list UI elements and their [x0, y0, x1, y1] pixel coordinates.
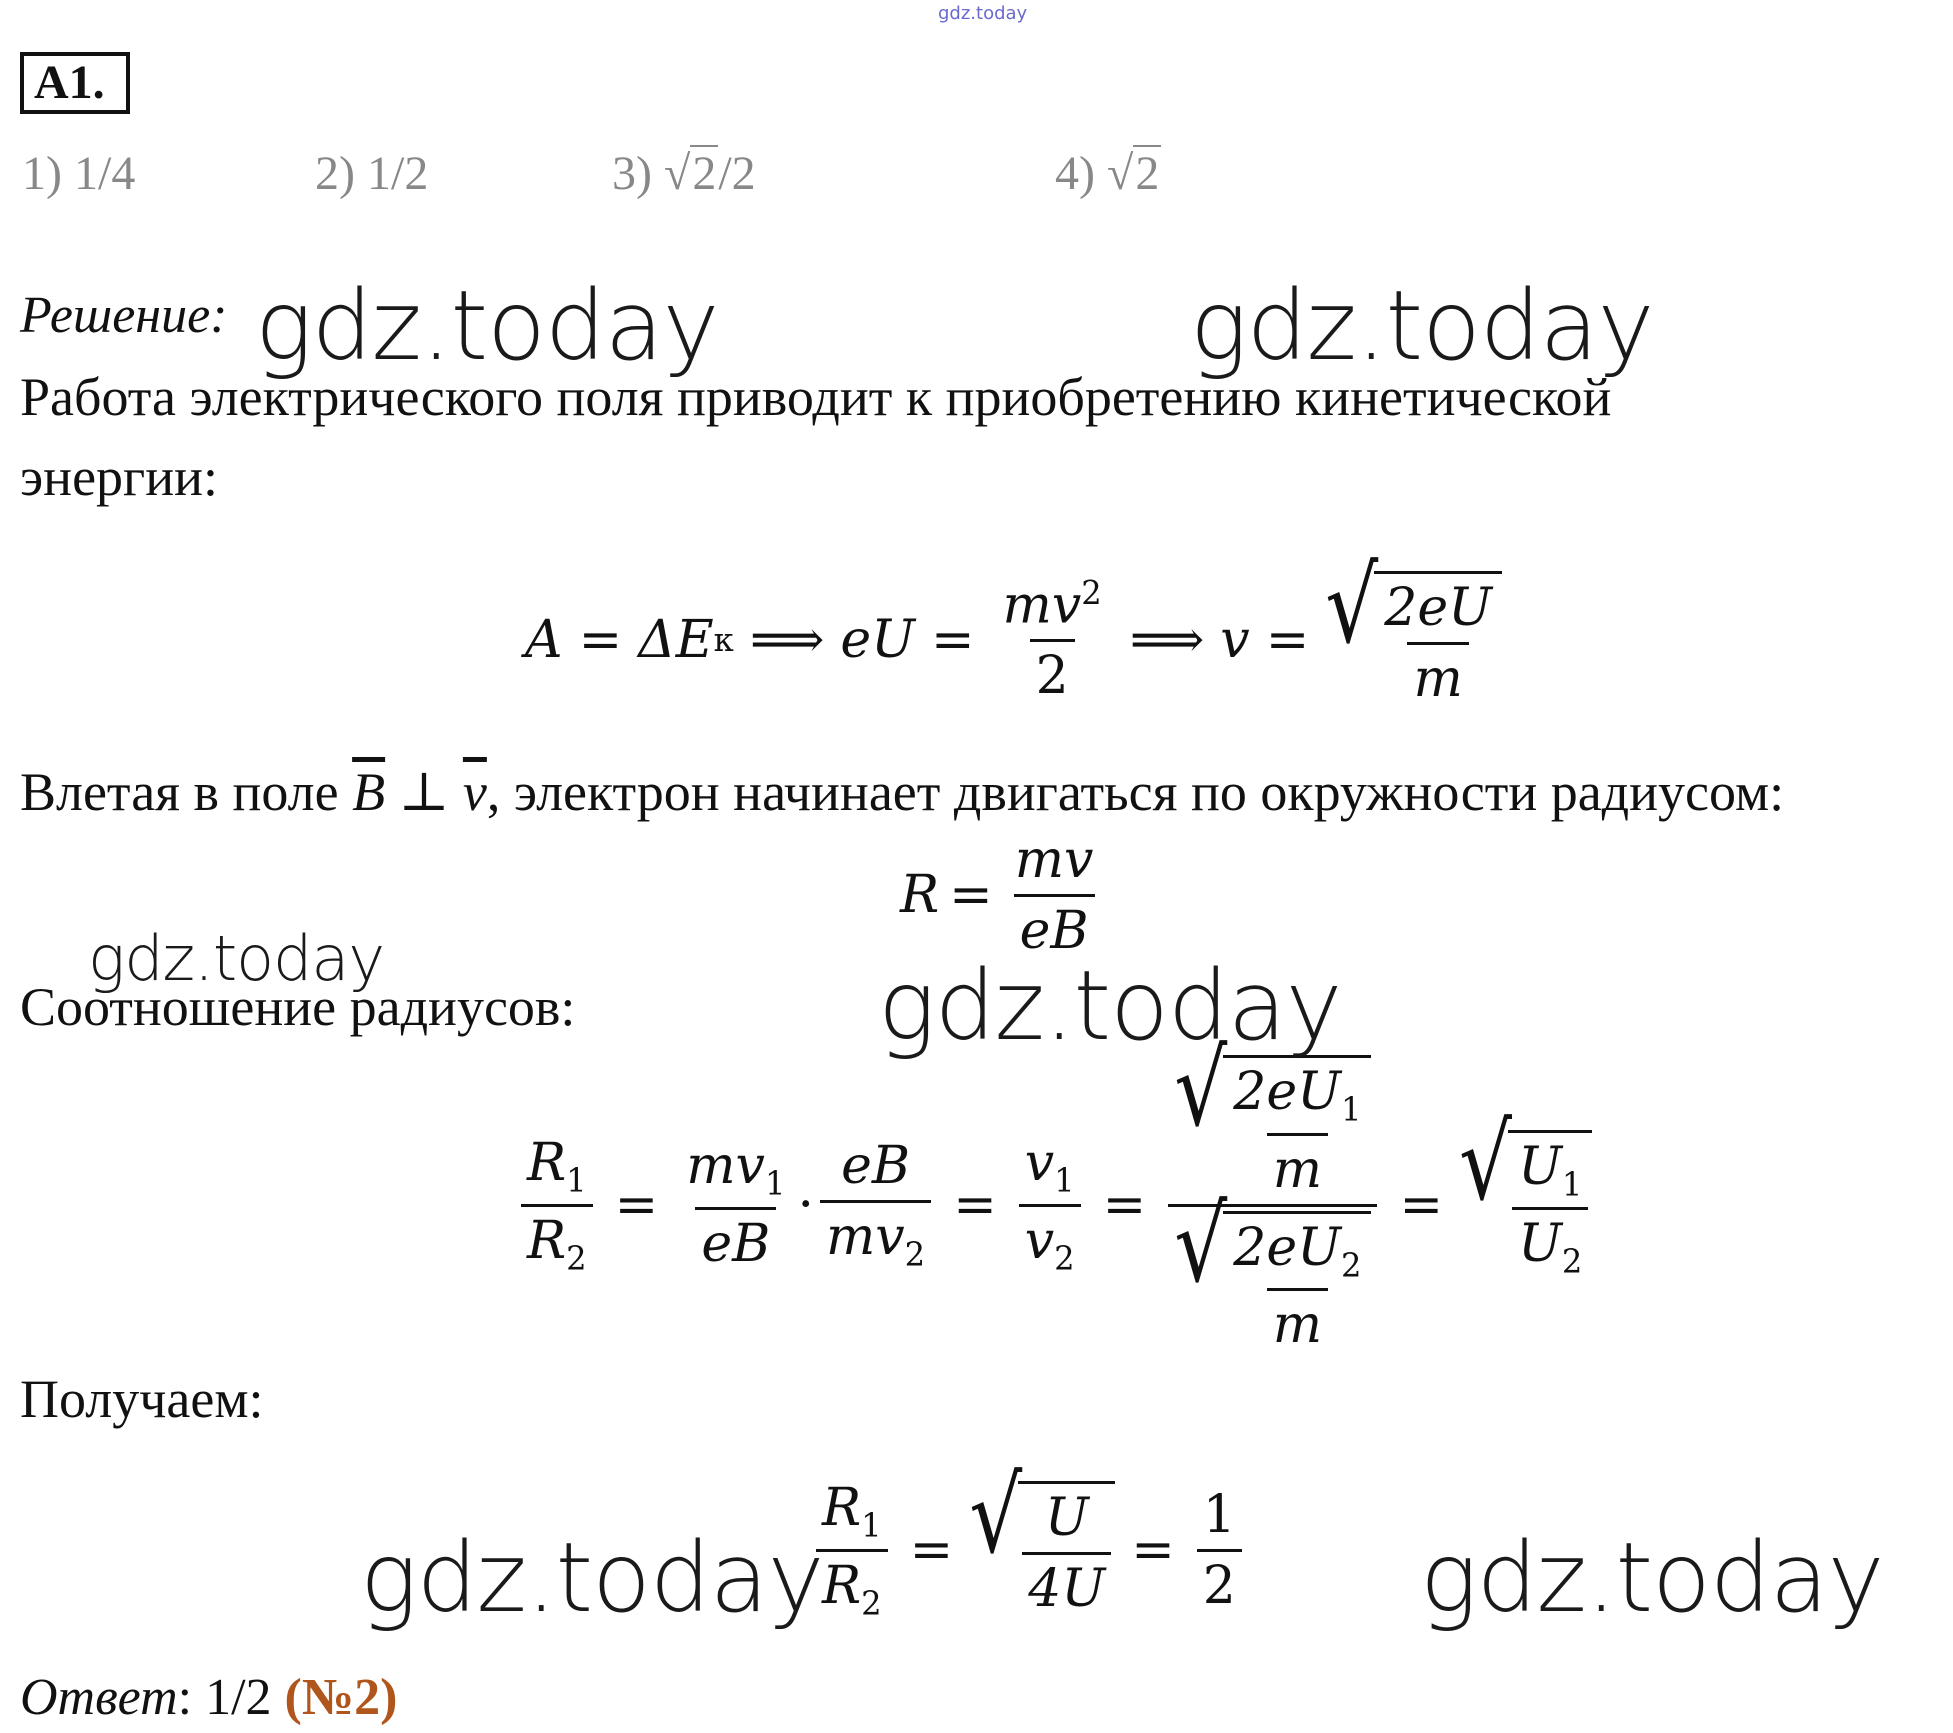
symbol-R1: R	[527, 1133, 567, 1194]
subscript-1: 1	[1340, 1090, 1362, 1129]
watermark-text: gdz.today	[255, 270, 719, 382]
symbol-eB: eB	[841, 1136, 911, 1197]
symbol-R: R	[900, 865, 940, 925]
option-4	[1055, 146, 1161, 201]
subscript-2: 2	[861, 1583, 882, 1622]
numerator-1: 1	[1202, 1484, 1236, 1545]
equals-sign: =	[614, 1175, 659, 1235]
equals-sign: =	[949, 865, 993, 925]
symbol-R2: R	[822, 1555, 862, 1616]
perpendicular-sign: ⊥	[398, 762, 450, 822]
solution-heading: Решение:	[20, 287, 228, 344]
formula-energy	[525, 545, 1502, 725]
denominator-m: m	[1407, 642, 1468, 709]
task-label: A1.	[20, 52, 130, 114]
symbol-mv: mv	[1002, 575, 1082, 636]
radical-sign: √	[1459, 1102, 1513, 1224]
paragraph-1-line-2: энергии:	[20, 447, 218, 507]
option-4-label: 4)	[1055, 147, 1095, 200]
equals-sign: =	[909, 1520, 954, 1580]
paragraph-1-line-1: Работа электрического поля приводит к приобретению кинетической	[20, 367, 1612, 427]
fraction-v1-v2	[1019, 1133, 1081, 1277]
equals-sign: =	[1265, 610, 1310, 670]
vector-v: $\overline{v}$	[462, 762, 487, 822]
option-1: 1) 1/4	[22, 147, 136, 200]
equals-sign: =	[1131, 1520, 1175, 1580]
vector-B: $\overline{B}$	[352, 762, 386, 822]
option-3-label: 3)	[612, 147, 652, 200]
formula-ratio	[515, 1028, 1592, 1355]
subscript-k: к	[713, 621, 734, 659]
fraction-radius	[1009, 830, 1100, 961]
symbol-U: U	[1518, 1214, 1562, 1274]
fraction-one-half	[1197, 1485, 1242, 1616]
symbol-v: v	[1220, 610, 1250, 670]
symbol-4U: 4U	[1022, 1552, 1111, 1619]
answer-reference: (№2)	[284, 1669, 398, 1726]
symbol-U: U	[1044, 1488, 1089, 1548]
paragraph-2-after: , электрон начинает двигаться по окружности радиусом:	[486, 762, 1785, 822]
radical-sign: √	[969, 1455, 1023, 1577]
sqrt-result	[969, 1455, 1115, 1619]
paragraph-3: Соотношение радиусов:	[20, 977, 576, 1037]
symbol-m: m	[1267, 1133, 1328, 1200]
symbol-2eU: 2eU	[1233, 1062, 1341, 1123]
denominator-2: 2	[1030, 639, 1075, 706]
symbol-delta-e: ΔE	[638, 610, 714, 670]
fraction-r1-r2	[816, 1478, 888, 1622]
sqrt-symbol: √	[1106, 147, 1134, 200]
formula-radius	[900, 830, 1105, 960]
fraction-sqrt-ratio	[1168, 1028, 1377, 1355]
symbol-mv: mv	[686, 1136, 765, 1197]
symbol-U: U	[1518, 1136, 1562, 1197]
symbol-2eU: 2eU	[1233, 1217, 1341, 1278]
implies-sign: ⟹	[1129, 610, 1205, 670]
sqrt-u-ratio	[1459, 1102, 1592, 1281]
sqrt-velocity	[1325, 545, 1502, 709]
denominator-eB: eB	[1014, 894, 1095, 961]
option-3-radicand: 2	[692, 147, 717, 200]
symbol-R2: R	[527, 1210, 567, 1271]
fraction-eB-mv2	[820, 1136, 931, 1273]
watermark-text: gdz.today	[878, 950, 1342, 1062]
paragraph-2-before: Влетая в поле	[20, 762, 353, 822]
sqrt-numerator	[1174, 1028, 1371, 1200]
subscript-1: 1	[566, 1161, 587, 1200]
symbol-eB: eB	[695, 1207, 776, 1274]
sqrt-symbol: √	[663, 147, 691, 200]
subscript-1: 1	[764, 1164, 786, 1203]
watermark-text: gdz.today	[88, 922, 385, 995]
equals-sign: =	[930, 610, 975, 670]
radical-sign: √	[1174, 1183, 1228, 1305]
symbol-eU: eU	[840, 610, 915, 670]
symbol-R1: R	[822, 1478, 862, 1539]
fraction-r1-r2	[521, 1133, 593, 1277]
subscript-2: 2	[1340, 1245, 1362, 1284]
symbol-v: v	[1024, 1210, 1055, 1271]
numerator-2eU: 2eU	[1384, 578, 1492, 638]
answer-value: : 1/2	[177, 1669, 285, 1726]
paragraph-2	[20, 762, 1785, 822]
answer-label: Ответ	[20, 1669, 178, 1726]
watermark-text: gdz.today	[1420, 1522, 1884, 1634]
radical-sign: √	[1174, 1028, 1228, 1150]
subscript-1: 1	[1054, 1161, 1075, 1200]
subscript-2: 2	[566, 1238, 587, 1277]
sqrt-denominator	[1174, 1183, 1371, 1355]
subscript-2: 2	[904, 1235, 926, 1274]
subscript-2: 2	[1054, 1238, 1075, 1277]
symbol-mv: mv	[825, 1207, 905, 1268]
subscript-2: 2	[1561, 1242, 1583, 1281]
option-4-radicand: 2	[1135, 147, 1160, 200]
watermark-text: gdz.today	[1190, 270, 1654, 382]
option-3-denominator: /2	[718, 147, 756, 200]
superscript-2: 2	[1081, 573, 1102, 612]
fraction-mv1-eB	[680, 1136, 791, 1273]
subscript-1: 1	[1561, 1165, 1583, 1203]
dot-sign: ·	[797, 1175, 814, 1235]
symbol-v: v	[1024, 1133, 1055, 1194]
answer-line	[20, 1669, 398, 1726]
symbol-A: A	[525, 610, 563, 670]
paragraph-4: Получаем:	[20, 1369, 264, 1429]
formula-result	[810, 1450, 1248, 1650]
fraction-kinetic	[997, 574, 1108, 706]
equals-sign: =	[953, 1175, 997, 1235]
watermark-text: gdz.today	[360, 1522, 824, 1634]
watermark-top: gdz.today	[938, 3, 1028, 24]
equals-sign: =	[578, 610, 623, 670]
equals-sign: =	[1102, 1175, 1147, 1235]
denominator-2: 2	[1197, 1549, 1242, 1616]
symbol-m: m	[1267, 1288, 1328, 1355]
option-2: 2) 1/2	[315, 147, 429, 200]
equals-sign: =	[1399, 1175, 1444, 1235]
radical-sign: √	[1325, 545, 1379, 667]
implies-sign: ⟹	[749, 610, 825, 670]
option-3	[612, 146, 756, 201]
subscript-1: 1	[861, 1506, 882, 1545]
numerator-mv: mv	[1014, 829, 1094, 890]
